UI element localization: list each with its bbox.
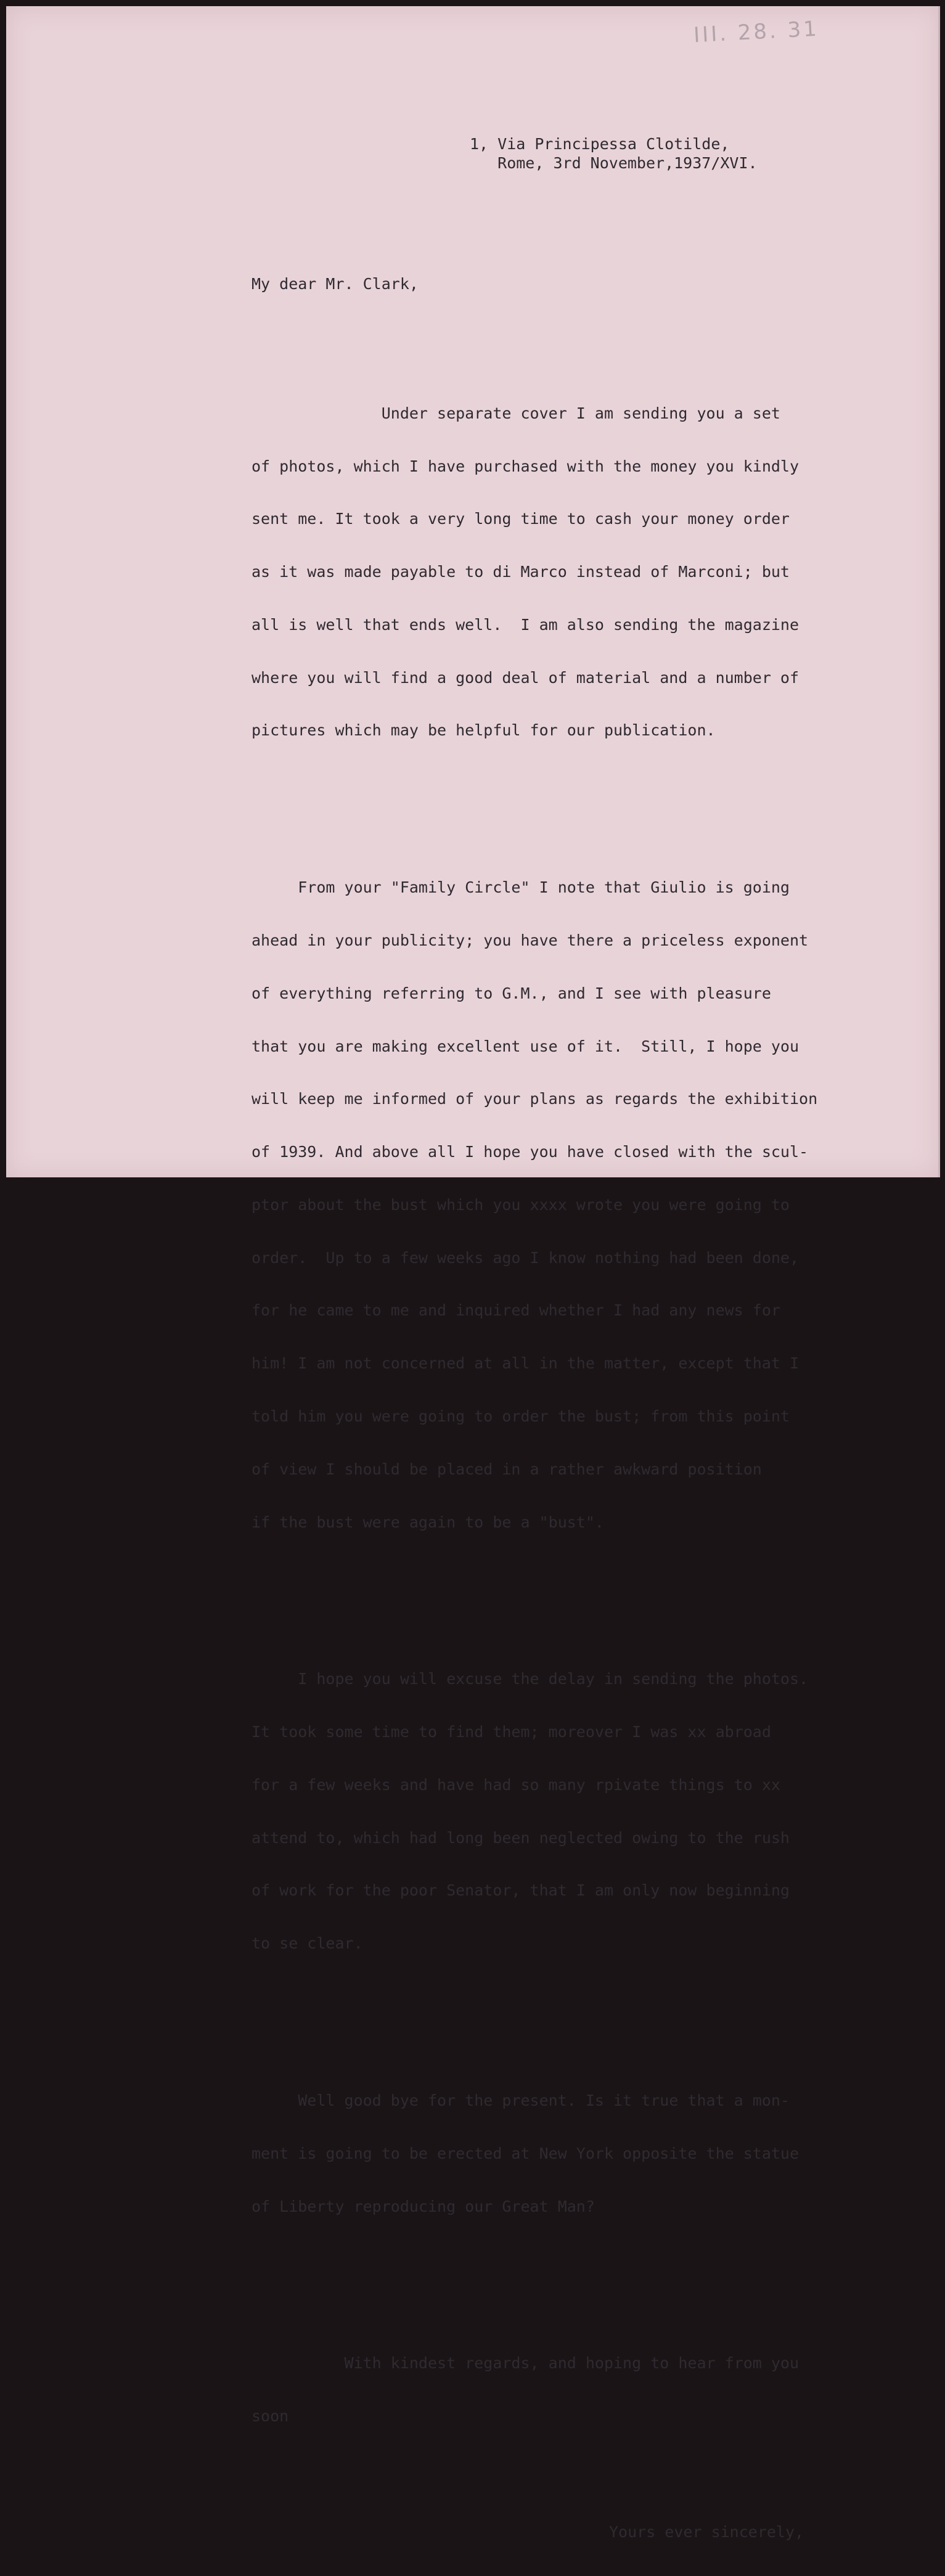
text-line: for a few weeks and have had so many rpivate things to xx [252, 1775, 780, 1794]
paragraph-3 [252, 1635, 917, 1988]
text-line: where you will find a good deal of material and a number of [252, 668, 800, 687]
text-line: of photos, which I have purchased with the money you kindly [252, 457, 800, 475]
letter-page [6, 6, 940, 2541]
text-line: told him you were going to order the bust; from this point [252, 1407, 790, 1425]
paragraph-4 [252, 2057, 917, 2251]
text-line: pictures which may be helpful for our publication. [252, 721, 716, 740]
text-line: sent me. It took a very long time to cash your money order [252, 510, 790, 528]
text-line: of view I should be placed in a rather awkward position [252, 1460, 762, 1478]
text-line: as it was made payable to di Marco instead of Marconi; but [252, 563, 790, 581]
paragraph-1 [252, 370, 917, 775]
text-line: will keep me informed of your plans as regards the exhibition [252, 1090, 818, 1108]
text-line: if the bust were again to be a "bust". [252, 1513, 604, 1531]
text-line: for he came to me and inquired whether I had any news for [252, 1301, 780, 1320]
text-line: to se clear. [252, 1934, 363, 1953]
text-line: I hope you will excuse the delay in sending the photos. [252, 1670, 809, 1688]
paragraph-5 [252, 2320, 917, 2461]
sender-address [470, 134, 758, 173]
text-line: Under separate cover I am sending you a set [252, 404, 780, 422]
paragraph-2 [252, 844, 917, 1566]
text-line: ment is going to be erected at New York opposite the statue [252, 2144, 800, 2162]
text-line: of work for the poor Senator, that I am only now beginning [252, 1881, 790, 1900]
text-line: of Liberty reproducing our Great Man? [252, 2197, 595, 2215]
text-line: It took some time to find them; moreover I was xx abroad [252, 1723, 771, 1741]
archive-mark: III. 28. 31 [693, 16, 820, 48]
text-line: ahead in your publicity; you have there a priceless exponent [252, 931, 809, 949]
text-line: Well good bye for the present. Is it true that a mon- [252, 2091, 790, 2109]
salutation: My dear Mr. Clark, [252, 275, 419, 293]
text-line: that you are making excellent use of it. Still, I hope you [252, 1037, 800, 1055]
text-line: of 1939. And above all I hope you have closed with the scul- [252, 1143, 809, 1161]
closing: Yours ever sincerely, [609, 2522, 804, 2541]
text-line: ptor about the bust which you xxxx wrote you were going to [252, 1195, 790, 1214]
text-line: From your "Family Circle" I note that Giulio is going [252, 878, 790, 897]
text-line: soon [252, 2407, 289, 2426]
text-line: order. Up to a few weeks ago I know nothing had been done, [252, 1248, 800, 1267]
text-line: With kindest regards, and hoping to hear from you [252, 2354, 800, 2373]
page-fold [938, 6, 940, 1177]
text-line: of everything referring to G.M., and I see with pleasure [252, 984, 771, 1002]
address-date-line: Rome, 3rd November,1937/XVI. [470, 154, 758, 172]
address-line: 1, Via Principessa Clotilde, [470, 135, 730, 153]
text-line: him! I am not concerned at all in the matter, except that I [252, 1354, 800, 1373]
text-line: all is well that ends well. I am also sending the magazine [252, 615, 800, 634]
text-line: attend to, which had long been neglected owing to the rush [252, 1828, 790, 1847]
letter-body [252, 240, 917, 2576]
